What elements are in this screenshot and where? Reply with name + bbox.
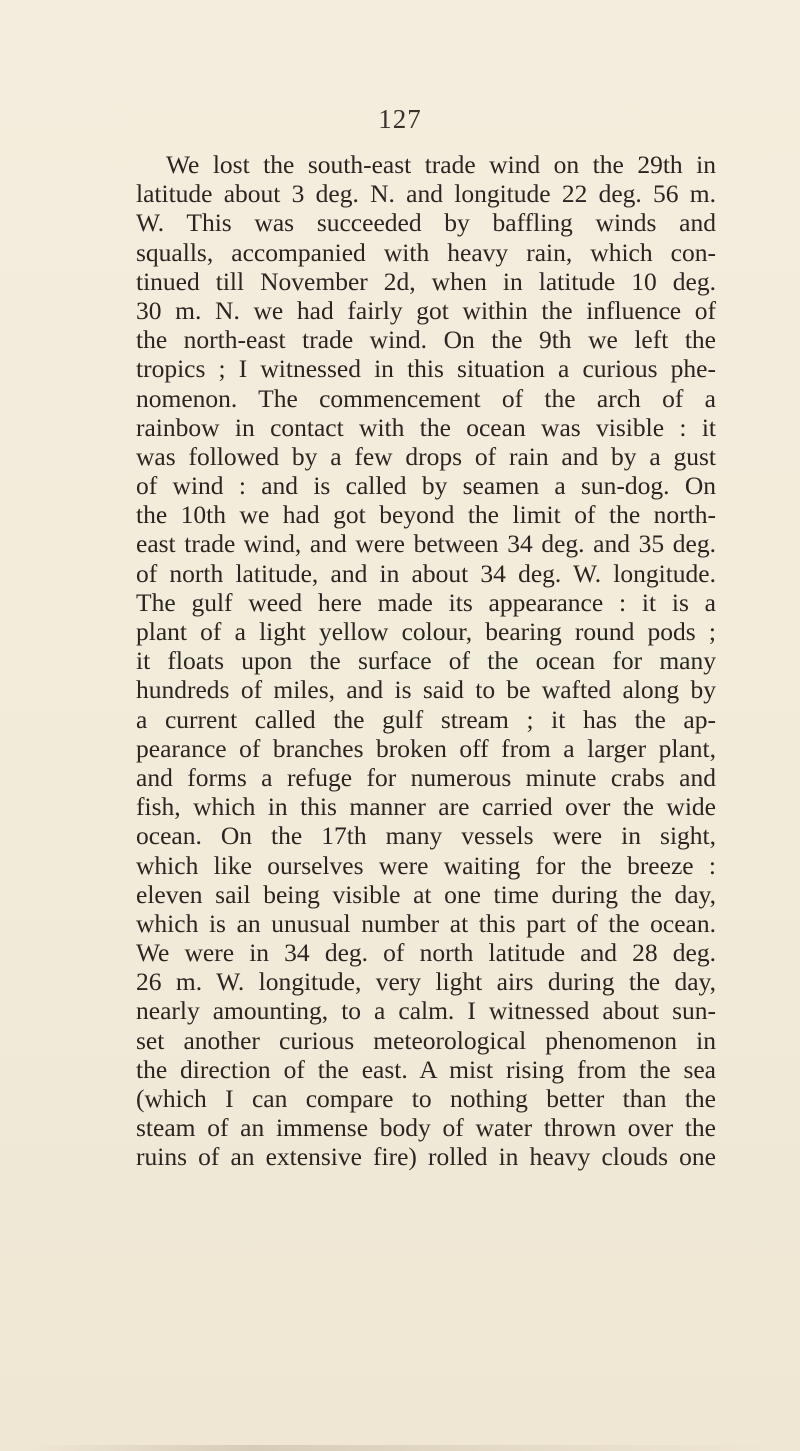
text-line: nomenon. The commencement of the arch of a <box>136 383 716 413</box>
text-line: east trade wind, and were between 34 deg. and 35 deg. <box>136 529 716 559</box>
text-line: set another curious meteorological phenomenon in <box>136 1025 716 1055</box>
page-edge-smudge <box>30 1445 770 1451</box>
page-number: 127 <box>378 104 422 134</box>
text-line: of wind : and is called by seamen a sun-dog. On <box>136 471 716 501</box>
text-line: was followed by a few drops of rain and by a gust <box>136 441 716 471</box>
text-line: W. This was succeeded by baffling winds and <box>136 208 716 238</box>
text-line: We were in 34 deg. of north latitude and 28 deg. <box>136 938 716 968</box>
text-line: the 10th we had got beyond the limit of the north- <box>136 500 716 530</box>
text-line: and forms a refuge for numerous minute crabs and <box>136 762 716 792</box>
text-line: ocean. On the 17th many vessels were in sight, <box>136 821 716 851</box>
text-line: nearly amounting, to a calm. I witnessed about sun- <box>136 996 716 1026</box>
text-line: rainbow in contact with the ocean was visible : it <box>136 412 716 442</box>
text-line: The gulf weed here made its appearance : it is a <box>136 587 716 617</box>
text-line: squalls, accompanied with heavy rain, which con- <box>136 237 716 267</box>
text-line: tinued till November 2d, when in latitude 10 deg. <box>136 266 716 296</box>
text-line: fish, which in this manner are carried over the wide <box>136 792 716 822</box>
text-line: ruins of an extensive fire) rolled in heavy clouds one <box>136 1142 716 1172</box>
text-line: pearance of branches broken off from a larger plant, <box>136 733 716 763</box>
text-line: steam of an immense body of water thrown over the <box>136 1113 716 1143</box>
text-line: latitude about 3 deg. N. and longitude 22 deg. 56 m. <box>136 179 716 209</box>
text-line: which is an unusual number at this part of the ocean. <box>136 908 716 938</box>
text-line: the direction of the east. A mist rising from the sea <box>136 1054 716 1084</box>
text-line: hundreds of miles, and is said to be wafted along by <box>136 675 716 705</box>
text-line: which like ourselves were waiting for the breeze : <box>136 850 716 880</box>
text-line: a current called the gulf stream ; it has the ap- <box>136 704 716 734</box>
text-line: of north latitude, and in about 34 deg. W. longitude. <box>136 558 716 588</box>
text-line: the north-east trade wind. On the 9th we left the <box>136 325 716 355</box>
text-line: tropics ; I witnessed in this situation a curious phe- <box>136 354 716 384</box>
body-text <box>136 150 716 1172</box>
text-line: it floats upon the surface of the ocean for many <box>136 646 716 676</box>
text-line: eleven sail being visible at one time during the day, <box>136 879 716 909</box>
text-line: We lost the south-east trade wind on the 29th in <box>166 150 716 179</box>
text-line: 26 m. W. longitude, very light airs during the day, <box>136 967 716 997</box>
text-line: plant of a light yellow colour, bearing round pods ; <box>136 617 716 646</box>
text-line: 30 m. N. we had fairly got within the influence of <box>136 295 716 325</box>
text-line: (which I can compare to nothing better than the <box>136 1084 716 1113</box>
